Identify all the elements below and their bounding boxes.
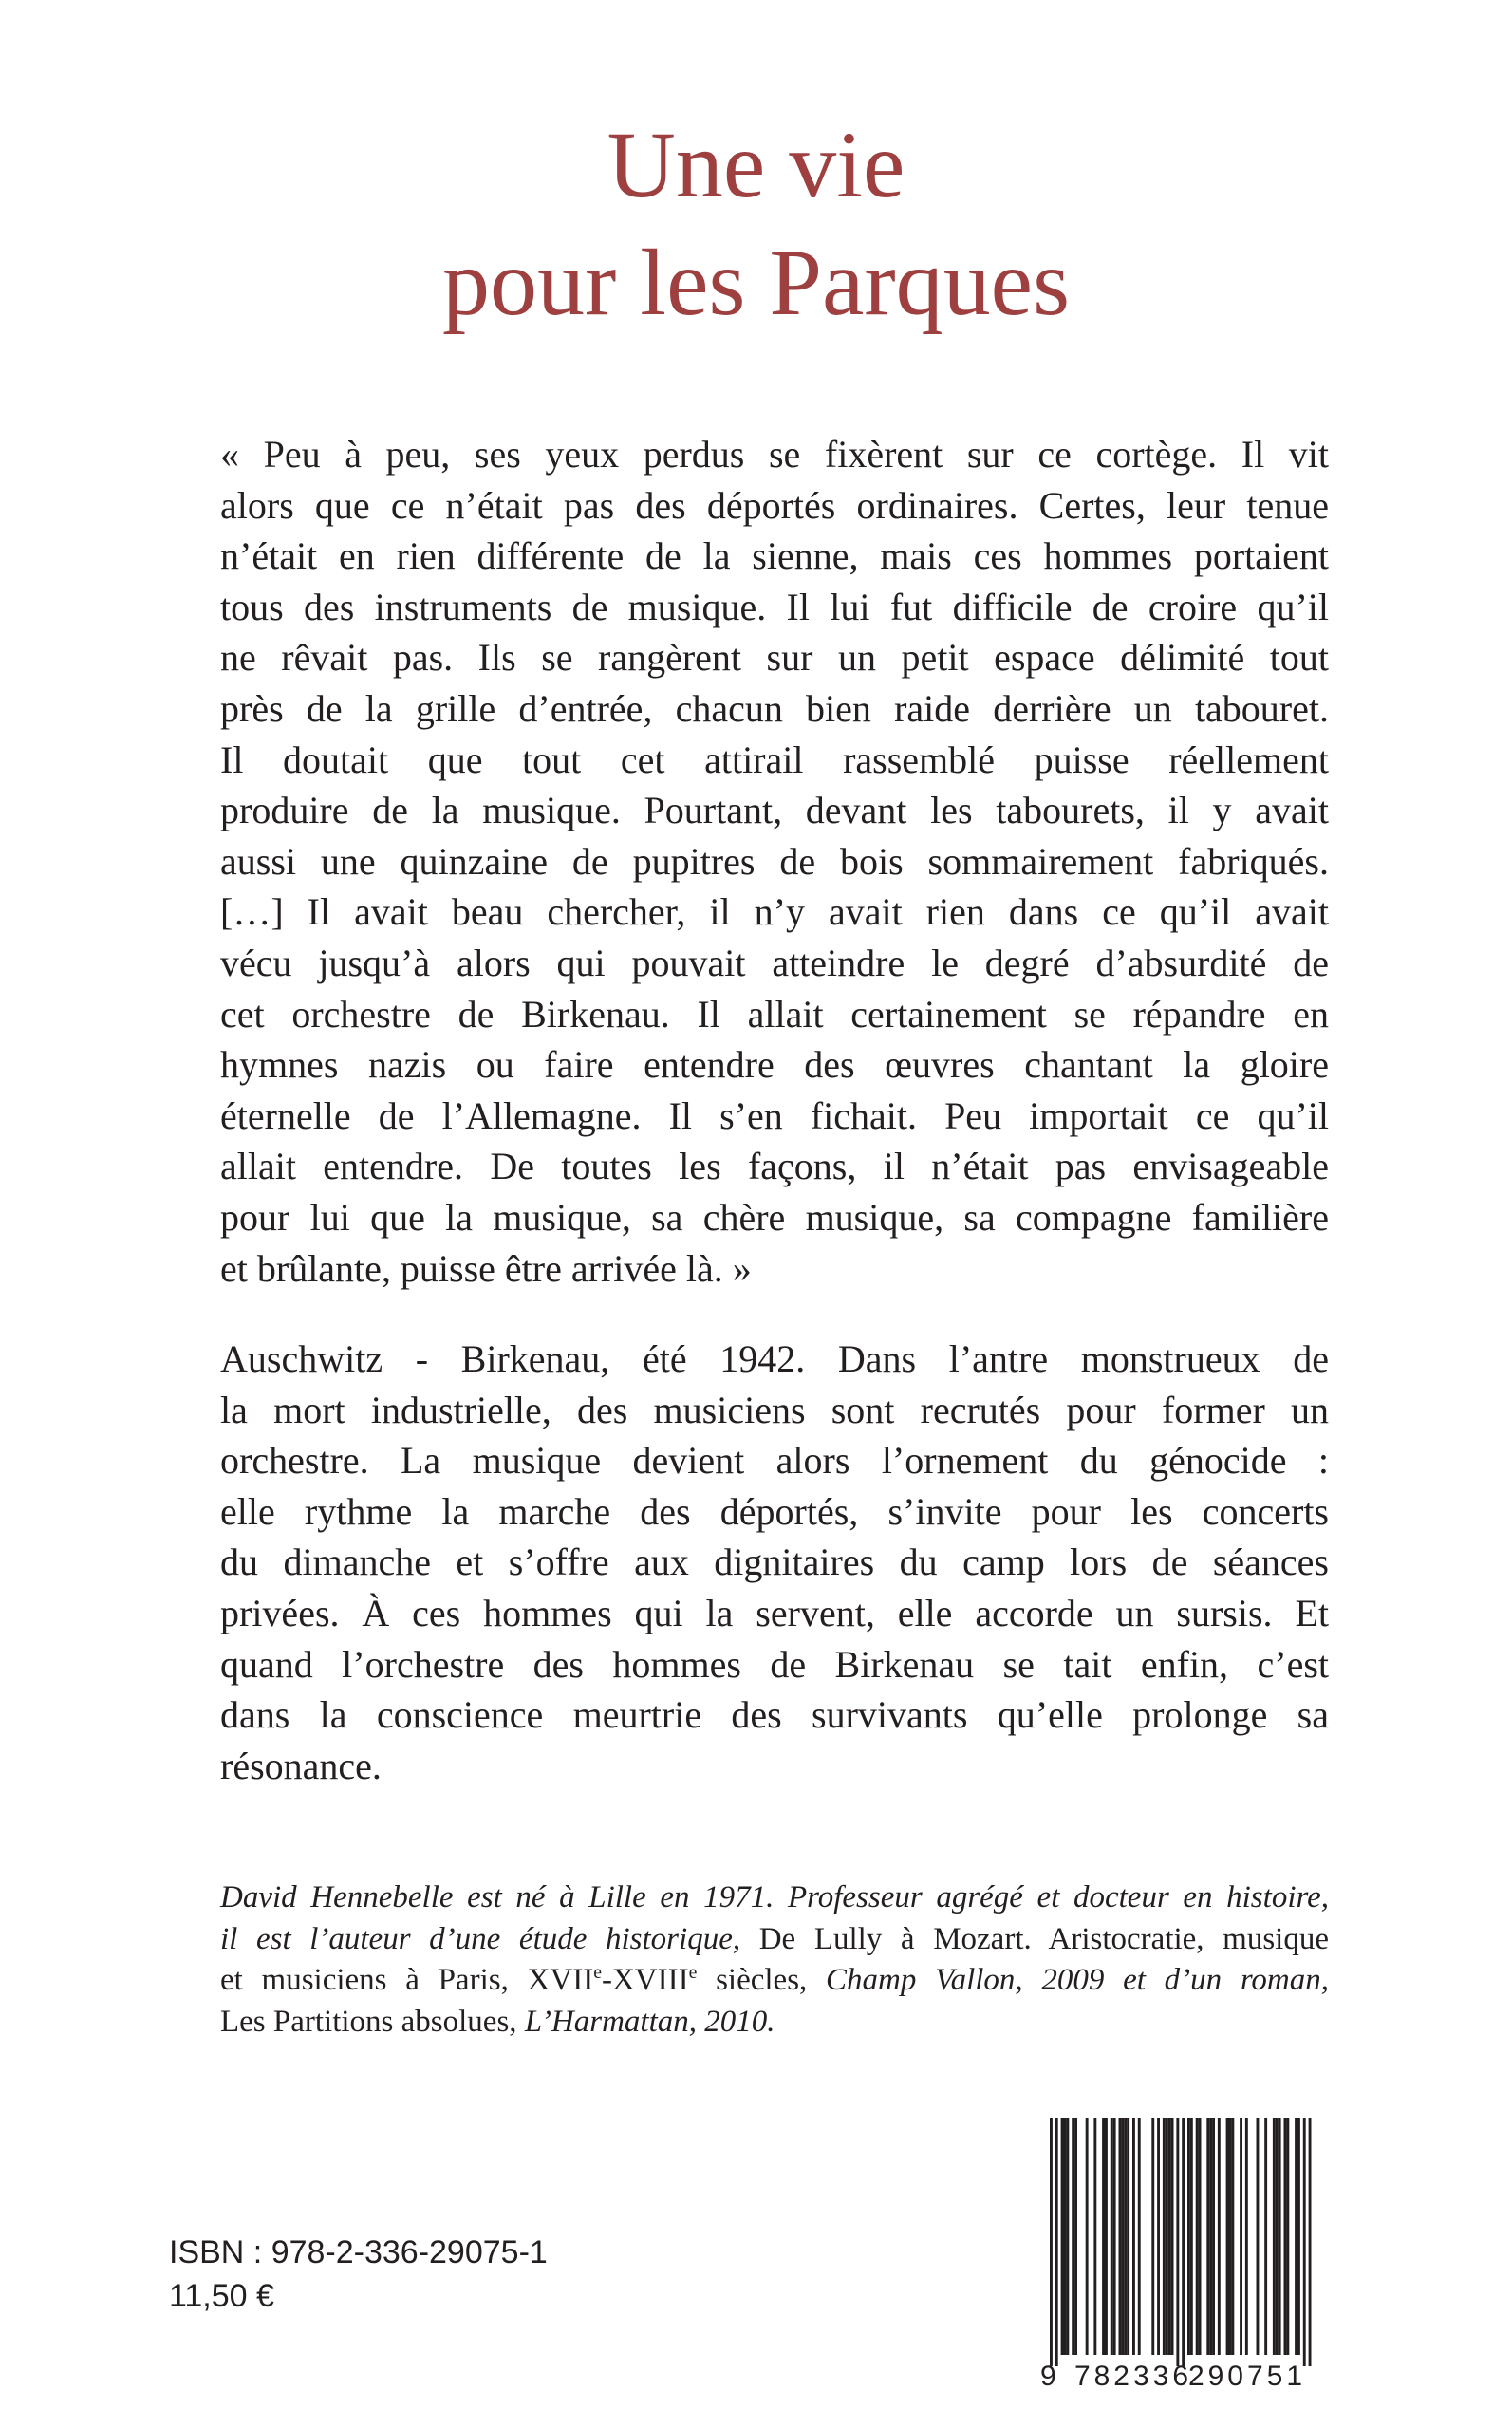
quote-line: pour lui que la musique, sa chère musique, sa compagne familière [220,1195,1329,1239]
barcode-bar [1061,2118,1064,2355]
quote-line: […] Il avait beau chercher, il n’y avait rien dans ce qu’il avait [220,890,1329,934]
summary-line: la mort industrielle, des musiciens sont recrutés pour former un [220,1388,1329,1431]
barcode-bar [1121,2118,1124,2355]
bio-text: il est l’auteur d’une étude historique, [220,1921,741,1956]
barcode-bar [1286,2118,1289,2355]
barcode-bar [1050,2118,1053,2366]
barcode-bar [1124,2118,1127,2355]
barcode-bar [1209,2118,1212,2355]
barcode-bar [1276,2118,1279,2355]
barcode-bar [1295,2118,1297,2355]
barcode-bar [1231,2118,1234,2355]
barcode-bar [1064,2118,1067,2355]
bio-work-title: et musiciens à Paris, XVII [220,1963,594,1997]
quote-line: près de la grille d’entrée, chacun bien raide derrière un tabouret. [220,686,1329,730]
barcode-bar [1218,2118,1221,2355]
barcode-bar [1102,2118,1105,2355]
barcode-bar [1297,2118,1300,2355]
summary-line: privées. À ces hommes qui la servent, elle accorde un sursis. Et [220,1591,1329,1634]
barcode-bar [1111,2118,1113,2355]
quote-line: éternelle de l’Allemagne. Il s’en fichait. Peu importait ce qu’il [220,1093,1329,1137]
barcode-bar [1273,2118,1276,2355]
barcode-bar [1309,2118,1312,2366]
summary-line: résonance. [220,1744,382,1787]
barcode-bar [1055,2118,1058,2366]
barcode-bar [1151,2118,1154,2355]
barcode-bar [1229,2118,1232,2355]
summary-line: elle rythme la marche des déportés, s’invite pour les concerts [220,1489,1329,1533]
isbn-block [169,2231,548,2318]
quote-line: vécu jusqu’à alors qui pouvait atteindre le degré d’absurdité de [220,941,1329,984]
quote-line: alors que ce n’était pas des déportés ordinaires. Certes, leur tenue [220,483,1329,527]
barcode-bar [1074,2118,1077,2355]
barcode-bar [1199,2118,1202,2355]
quote-line: « Peu à peu, ses yeux perdus se fixèrent sur ce cortège. Il vit [220,433,1329,476]
bio-line-3 [220,1960,1329,2002]
barcode-bar [1303,2118,1306,2366]
barcode-first-digit: 9 [1040,2361,1056,2392]
barcode-bar [1190,2118,1193,2355]
quote-line: hymnes nazis ou faire entendre des œuvres chantant la gloire [220,1043,1329,1087]
barcode-bar [1212,2118,1215,2355]
bio-work-title: siècles, [697,1963,808,1997]
book-summary [220,1334,1329,1791]
price: 11,50 € [169,2278,274,2314]
barcode-bar [1072,2118,1074,2355]
barcode-bar [1245,2118,1248,2355]
barcode-bar [1119,2118,1122,2355]
barcode-bar [1086,2118,1089,2355]
barcode-graphic [1035,2112,1329,2393]
author-bio [220,1877,1329,2043]
barcode-bar [1284,2118,1287,2355]
bio-work-title: -XVIII [601,1963,689,1997]
book-title [0,106,1512,342]
barcode-bar [1171,2118,1174,2355]
quote-line: et brûlante, puisse être arrivée là. » [220,1246,752,1290]
bio-line-2 [220,1919,1329,1961]
superscript: e [593,1962,602,1983]
bio-work-title: Les Partitions absolues, [220,2004,517,2039]
bio-text: Champ Vallon, 2009 et d’un roman, [826,1963,1330,1997]
barcode-bar [1168,2118,1171,2355]
summary-line: dans la conscience meurtrie des survivants qu’elle prolonge sa [220,1693,1329,1737]
barcode-bar [1157,2118,1160,2355]
superscript: e [688,1962,698,1983]
quote-line: produire de la musique. Pourtant, devant les tabourets, il y avait [220,789,1329,832]
barcode-left-digits: 782336 [1073,2361,1193,2392]
barcode-bar [1093,2118,1096,2355]
barcode-bar [1264,2118,1267,2355]
title-line-2: pour les Parques [442,230,1070,335]
summary-line: quand l’orchestre des hommes de Birkenau se tait enfin, c’est [220,1642,1329,1686]
barcode-bar [1138,2118,1141,2355]
summary-line: du dimanche et s’offre aux dignitaires du camp lors de séances [220,1541,1329,1584]
barcode-bar [1066,2118,1069,2355]
barcode-bar [1196,2118,1199,2355]
title-line-1: Une vie [607,112,905,217]
barcode-bar [1257,2118,1260,2355]
barcode-bar [1163,2118,1166,2355]
quote-line: ne rêvait pas. Ils se rangèrent sur un petit espace délimité tout [220,636,1329,680]
barcode-bar [1132,2118,1135,2355]
bio-line-1: David Hennebelle est né à Lille en 1971. Professeur agrégé et docteur en histoire, [220,1880,1329,1914]
barcode-bar [1176,2118,1179,2366]
bio-text: L’Harmattan, 2010. [524,2004,775,2039]
barcode-bar [1240,2118,1242,2355]
barcode-bar [1166,2118,1168,2355]
summary-line: Auschwitz - Birkenau, été 1942. Dans l’antre monstrueux de [220,1337,1329,1380]
quote-line: cet orchestre de Birkenau. Il allait certainement se répandre en [220,992,1329,1036]
quote-line: tous des instruments de musique. Il lui fut difficile de croire qu’il [220,585,1329,628]
quote-line: Il doutait que tout cet attirail rassemblé puisse réellement [220,738,1329,781]
barcode-bar [1206,2118,1209,2355]
quote-line: aussi une quinzaine de pupitres de bois sommairement fabriqués. [220,839,1329,883]
barcode-bar [1279,2118,1281,2355]
barcode-bar [1187,2118,1190,2355]
barcode [1035,2112,1329,2393]
barcode-bar [1127,2118,1129,2355]
barcode-right-digits: 290751 [1187,2361,1307,2392]
isbn-code: ISBN : 978-2-336-29075-1 [169,2234,548,2270]
barcode-bar [1182,2118,1185,2366]
bio-work-title: De Lully à Mozart. Aristocratie, musique [758,1921,1330,1956]
barcode-bar [1226,2118,1229,2355]
excerpt-quote [220,429,1329,1294]
barcode-bar [1113,2118,1116,2355]
quote-line: allait entendre. De toutes les façons, il n’était pas envisageable [220,1145,1329,1188]
summary-line: orchestre. La musique devient alors l’ornement du génocide : [220,1439,1329,1483]
quote-line: n’était en rien différente de la sienne, mais ces hommes portaient [220,534,1329,578]
barcode-bars [1050,2118,1312,2366]
bio-line-4 [220,2002,1329,2044]
barcode-bar [1105,2118,1108,2355]
